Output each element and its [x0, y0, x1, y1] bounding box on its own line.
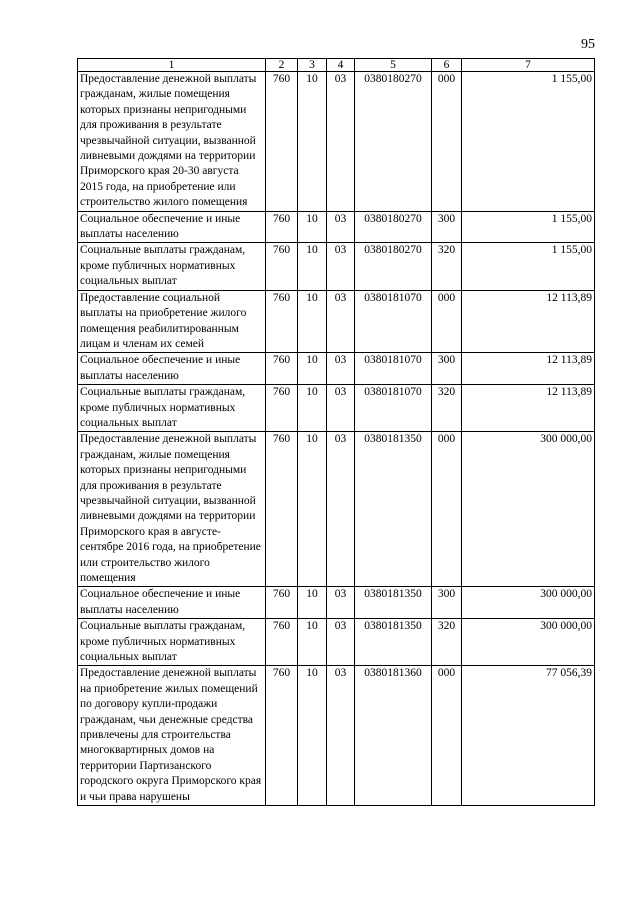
table-row: [78, 666, 595, 806]
ministry-code: 760: [266, 243, 298, 290]
column-header: 4: [327, 59, 355, 72]
subsection-code: 03: [327, 587, 355, 619]
amount: 1 155,00: [462, 72, 595, 212]
row-name: Социальные выплаты гражданам, кроме публичных нормативных социальных выплат: [78, 385, 266, 432]
row-name: Предоставление денежной выплаты гражданам, жилые помещения которых признаны непригодными для проживания в результате чрезвычайной ситуации, вызванной ливневыми дождями на территории Приморского края в августе-сентябре 2016 года, на приобретение или строительство жилого помещения: [78, 432, 266, 587]
target-article-code: 0380180270: [355, 72, 432, 212]
section-code: 10: [298, 243, 327, 290]
ministry-code: 760: [266, 587, 298, 619]
ministry-code: 760: [266, 666, 298, 806]
table-row: [78, 385, 595, 432]
section-code: 10: [298, 432, 327, 587]
expense-type-code: 320: [432, 243, 462, 290]
row-name: Предоставление социальной выплаты на приобретение жилого помещения реабилитированным лицам и членам их семей: [78, 290, 266, 353]
amount: 12 113,89: [462, 353, 595, 385]
page-number: 95: [581, 37, 595, 52]
ministry-code: 760: [266, 619, 298, 666]
target-article-code: 0380180270: [355, 211, 432, 243]
subsection-code: 03: [327, 385, 355, 432]
ministry-code: 760: [266, 72, 298, 212]
section-code: 10: [298, 587, 327, 619]
expense-type-code: 300: [432, 353, 462, 385]
expense-type-code: 320: [432, 619, 462, 666]
table-header-row: [78, 59, 595, 72]
table-row: [78, 72, 595, 212]
table-row: [78, 243, 595, 290]
subsection-code: 03: [327, 211, 355, 243]
subsection-code: 03: [327, 290, 355, 353]
table-row: [78, 211, 595, 243]
amount: 300 000,00: [462, 619, 595, 666]
table-row: [78, 353, 595, 385]
amount: 12 113,89: [462, 290, 595, 353]
column-header: 7: [462, 59, 595, 72]
column-header: 6: [432, 59, 462, 72]
target-article-code: 0380181070: [355, 353, 432, 385]
row-name: Предоставление денежной выплаты на приобретение жилых помещений по договору купли-продажи гражданам, чьи денежные средства привлечены для строительства многоквартирных домов на территории Партизанского городского округа Приморского края и чьи права нарушены: [78, 666, 266, 806]
expense-type-code: 300: [432, 587, 462, 619]
target-article-code: 0380181350: [355, 432, 432, 587]
subsection-code: 03: [327, 72, 355, 212]
row-name: Социальное обеспечение и иные выплаты населению: [78, 587, 266, 619]
column-header: 1: [78, 59, 266, 72]
amount: 12 113,89: [462, 385, 595, 432]
column-header: 2: [266, 59, 298, 72]
target-article-code: 0380181350: [355, 587, 432, 619]
section-code: 10: [298, 619, 327, 666]
amount: 300 000,00: [462, 587, 595, 619]
target-article-code: 0380181070: [355, 290, 432, 353]
ministry-code: 760: [266, 290, 298, 353]
subsection-code: 03: [327, 432, 355, 587]
subsection-code: 03: [327, 666, 355, 806]
target-article-code: 0380181360: [355, 666, 432, 806]
column-header: 5: [355, 59, 432, 72]
expense-type-code: 000: [432, 290, 462, 353]
row-name: Социальные выплаты гражданам, кроме публичных нормативных социальных выплат: [78, 243, 266, 290]
table-row: [78, 587, 595, 619]
ministry-code: 760: [266, 385, 298, 432]
section-code: 10: [298, 353, 327, 385]
column-header: 3: [298, 59, 327, 72]
amount: 1 155,00: [462, 243, 595, 290]
amount: 300 000,00: [462, 432, 595, 587]
ministry-code: 760: [266, 211, 298, 243]
budget-table: [77, 58, 595, 806]
subsection-code: 03: [327, 243, 355, 290]
expense-type-code: 000: [432, 432, 462, 587]
table-row: [78, 432, 595, 587]
section-code: 10: [298, 72, 327, 212]
amount: 77 056,39: [462, 666, 595, 806]
row-name: Предоставление денежной выплаты гражданам, жилые помещения которых признаны непригодными для проживания в результате чрезвычайной ситуации, вызванной ливневыми дождями на территории Приморского края 20-30 августа 2015 года, на приобретение или строительство жилого помещения: [78, 72, 266, 212]
target-article-code: 0380180270: [355, 243, 432, 290]
subsection-code: 03: [327, 353, 355, 385]
row-name: Социальное обеспечение и иные выплаты населению: [78, 211, 266, 243]
section-code: 10: [298, 290, 327, 353]
section-code: 10: [298, 385, 327, 432]
ministry-code: 760: [266, 353, 298, 385]
row-name: Социальное обеспечение и иные выплаты населению: [78, 353, 266, 385]
table-row: [78, 619, 595, 666]
row-name: Социальные выплаты гражданам, кроме публичных нормативных социальных выплат: [78, 619, 266, 666]
subsection-code: 03: [327, 619, 355, 666]
expense-type-code: 320: [432, 385, 462, 432]
section-code: 10: [298, 666, 327, 806]
ministry-code: 760: [266, 432, 298, 587]
expense-type-code: 300: [432, 211, 462, 243]
section-code: 10: [298, 211, 327, 243]
target-article-code: 0380181070: [355, 385, 432, 432]
target-article-code: 0380181350: [355, 619, 432, 666]
expense-type-code: 000: [432, 666, 462, 806]
table-row: [78, 290, 595, 353]
expense-type-code: 000: [432, 72, 462, 212]
amount: 1 155,00: [462, 211, 595, 243]
